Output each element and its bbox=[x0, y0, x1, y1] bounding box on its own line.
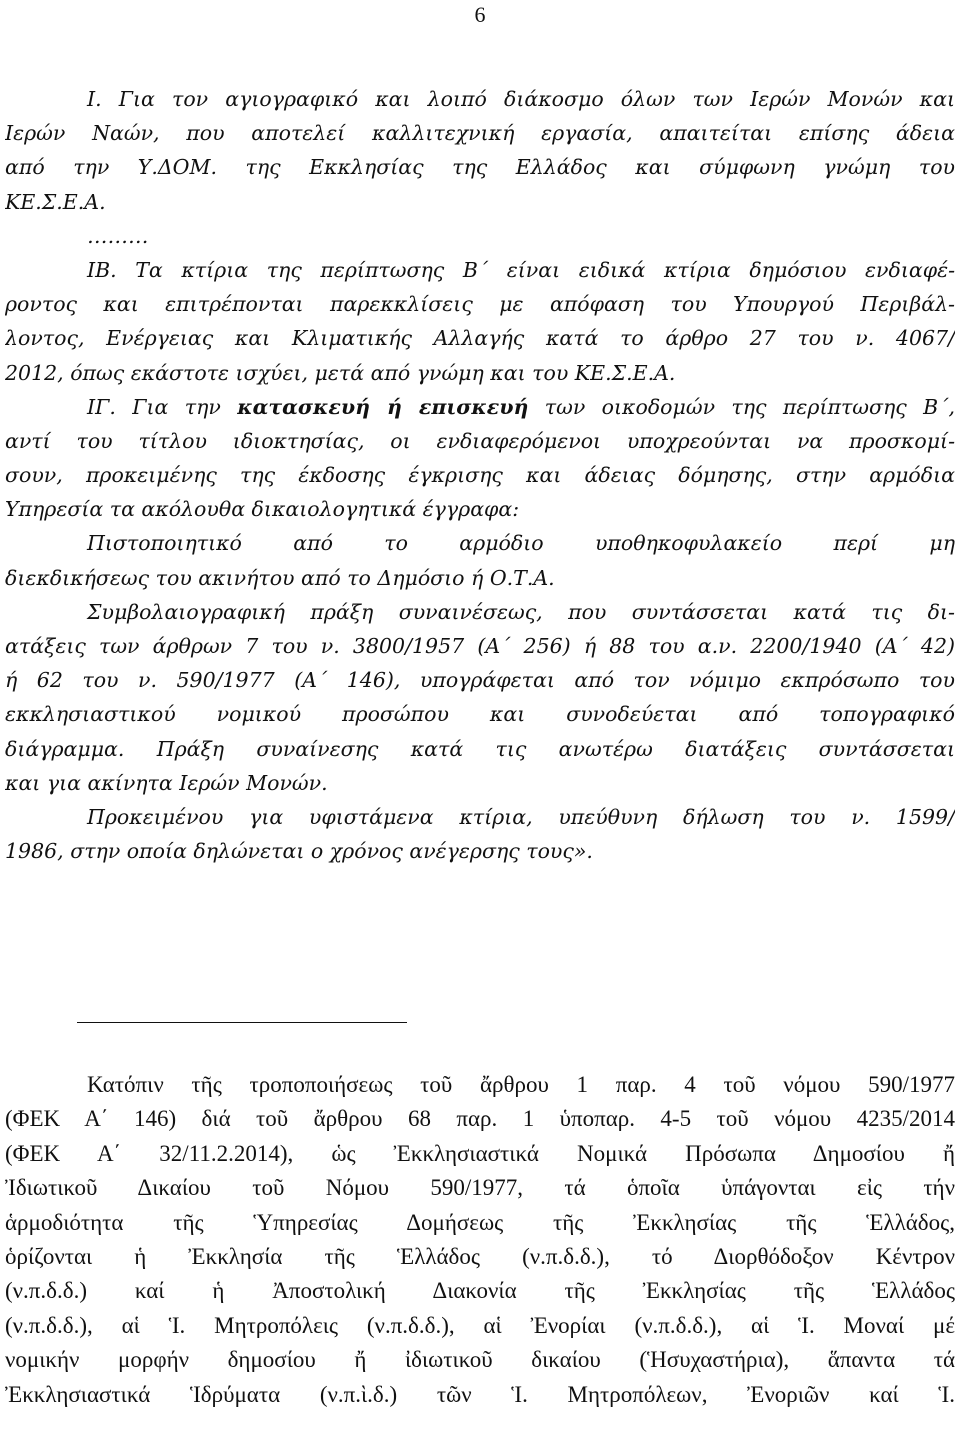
text-line: λοντος, Ενέργειας και Κλιματικής Αλλαγής κατά το άρθρο 27 του ν. 4067/ bbox=[5, 326, 955, 351]
text-line: ἁρμοδιότητα τῆς Ὑπηρεσίας Δομήσεως τῆς Ἐκκλησίας τῆς Ἑλλάδος, bbox=[5, 1209, 955, 1235]
text-line: Ι. Για τον αγιογραφικό και λοιπό διάκοσμο όλων των Ιερών Μονών και bbox=[87, 87, 955, 111]
text-line: διάγραμμα. Πράξη συναίνεσης κατά τις ανωτέρω διατάξεις συντάσσεται bbox=[5, 736, 955, 761]
commentary-text bbox=[5, 1068, 955, 1412]
text-line: ροντος και επιτρέπονται παρεκκλίσεις με απόφαση του Υπουργού Περιβάλ- bbox=[5, 292, 955, 317]
text-line: αντί του τίτλου ιδιοκτησίας, οι ενδιαφερόμενοι υποχρεούνται να προσκομί- bbox=[5, 428, 955, 453]
ig-prefix: ΙΓ. Για την bbox=[87, 394, 238, 419]
text-line: εκκλησιαστικού νομικού προσώπου και συνοδεύεται από τοπογραφικό bbox=[5, 702, 955, 727]
text-line: (ΦΕΚ Α΄ 32/11.2.2014), ὡς Ἐκκλησιαστικά Νομικά Πρόσωπα Δημοσίου ἤ bbox=[5, 1140, 955, 1166]
text-line: ατάξεις των άρθρων 7 του ν. 3800/1957 (Α΄ 256) ή 88 του α.ν. 2200/1940 (Α΄ 42) bbox=[5, 634, 955, 658]
text-line: Ιερών Ναών, που αποτελεί καλλιτεχνική εργασία, απαιτείται επίσης άδεια bbox=[5, 121, 955, 146]
ellipsis-line: ……… bbox=[87, 223, 149, 248]
text-line: ΙΒ. Τα κτίρια της περίπτωσης Β΄ είναι ειδικά κτίρια δημόσιου ενδιαφέ- bbox=[87, 257, 955, 282]
text-line: 1986, στην οποία δηλώνεται ο χρόνος ανέγερσης τους». bbox=[5, 839, 593, 864]
text-line: Υπηρεσία τα ακόλουθα δικαιολογητικά έγγραφα: bbox=[5, 497, 520, 522]
page-number: 6 bbox=[474, 2, 486, 27]
text-line: Πιστοποιητικό από το αρμόδιο υποθηκοφυλακείο περί μη bbox=[87, 531, 955, 556]
text-line: Συμβολαιογραφική πράξη συναινέσεως, που συντάσσεται κατά τις δι- bbox=[87, 599, 955, 624]
text-line: και για ακίνητα Ιερών Μονών. bbox=[5, 770, 328, 795]
text-line: ὁρίζονται ἡ Ἐκκλησία τῆς Ἑλλάδος (ν.π.δ.δ.), τό Διορθόδοξον Κέντρον bbox=[5, 1243, 955, 1269]
text-line: Προκειμένου για υφιστάμενα κτίρια, υπεύθυνη δήλωση του ν. 1599/ bbox=[87, 804, 955, 829]
text-line: (ν.π.δ.δ.) καί ἡ Ἀποστολική Διακονία τῆς Ἐκκλησίας τῆς Ἑλλάδος bbox=[5, 1278, 955, 1304]
ig-suffix: των οικοδομών της περίπτωσης Β΄, bbox=[528, 394, 955, 419]
text-line: (ν.π.δ.δ.), αἱ Ἱ. Μητροπόλεις (ν.π.δ.δ.), αἱ Ἐνορίαι (ν.π.δ.δ.), αἱ Ἱ. Μοναί μέ bbox=[5, 1312, 955, 1338]
text-line: ΚΕ.Σ.Ε.Α. bbox=[5, 189, 106, 214]
text-line: ή 62 του ν. 590/1977 (Α΄ 146), υπογράφεται από τον νόμιμο εκπρόσωπο του bbox=[5, 668, 955, 693]
separator-rule bbox=[77, 1022, 407, 1023]
text-line: (ΦΕΚ Α΄ 146) διά τοῦ ἄρθρου 68 παρ. 1 ὑποπαρ. 4-5 τοῦ νόμου 4235/2014 bbox=[5, 1106, 955, 1132]
emphasis-text: κατασκευή ή επισκευή bbox=[237, 394, 529, 419]
text-line: διεκδικήσεως του ακινήτου από το Δημόσιο ή Ο.Τ.Α. bbox=[5, 565, 555, 590]
text-line: 2012, όπως εκάστοτε ισχύει, μετά από γνώμη και του ΚΕ.Σ.Ε.Α. bbox=[5, 360, 676, 385]
text-line: σουν, προκειμένης της έκδοσης έγκρισης και άδειας δόμησης, στην αρμόδια bbox=[5, 463, 955, 488]
text-line bbox=[5, 390, 955, 424]
text-line: Κατόπιν τῆς τροποποιήσεως τοῦ ἄρθρου 1 παρ. 4 τοῦ νόμου 590/1977 bbox=[87, 1072, 955, 1097]
main-text bbox=[5, 82, 955, 868]
text-line: Ἐκκλησιαστικά Ἱδρύματα (ν.π.ὶ.δ.) τῶν Ἱ. Μητροπόλεων, Ἐνοριῶν καί Ἱ. bbox=[5, 1381, 955, 1407]
text-line: Ἰδιωτικοῦ Δικαίου τοῦ Νόμου 590/1977, τά ὁποῖα ὑπάγονται εἰς τήν bbox=[5, 1175, 955, 1201]
text-line: από την Υ.ΔΟΜ. της Εκκλησίας της Ελλάδος και σύμφωνη γνώμη του bbox=[5, 155, 955, 180]
text-line: νομικήν μορφήν δημοσίου ἤ ἰδιωτικοῦ δικαίου (Ἡσυχαστήρια), ἅπαντα τά bbox=[5, 1347, 955, 1373]
